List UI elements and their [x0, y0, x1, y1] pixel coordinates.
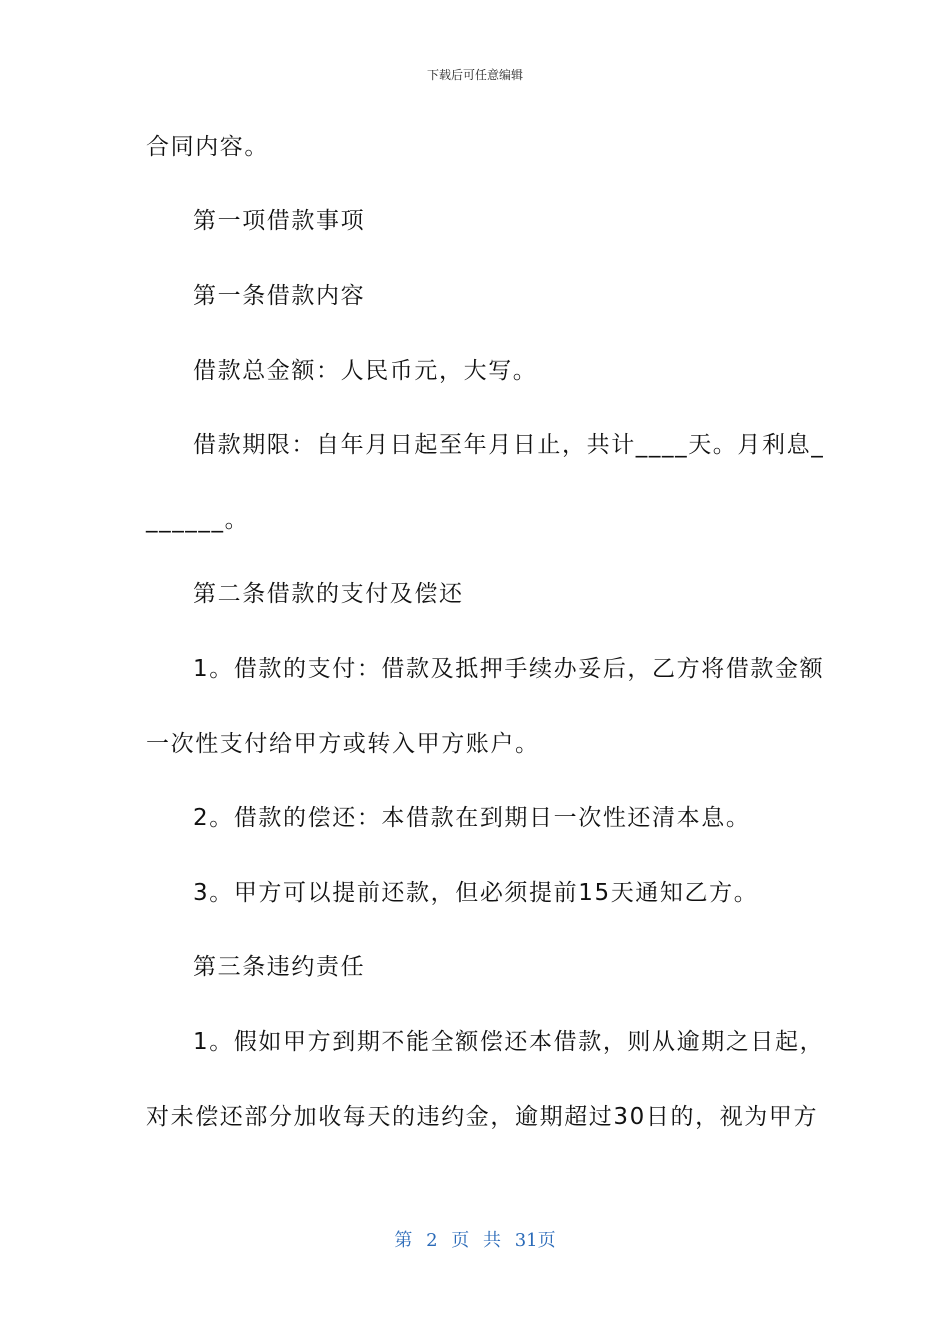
- body-line-7: 第二条借款的支付及偿还: [193, 581, 464, 607]
- body-line-1: 合同内容。: [146, 134, 269, 160]
- body-line-8: 1。借款的支付：借款及抵押手续办妥后，乙方将借款金额: [193, 656, 825, 682]
- body-line-5: 借款期限：自年月日起至年月日止，共计____天。月利息_: [193, 432, 825, 458]
- body-line-10: 2。借款的偿还：本借款在到期日一次性还清本息。: [193, 805, 751, 831]
- body-line-11: 3。甲方可以提前还款，但必须提前15天通知乙方。: [193, 880, 759, 906]
- page-number-footer: 第 2 页 共 31页: [394, 1230, 556, 1251]
- body-line-6: ______。: [146, 507, 250, 533]
- body-line-14: 对未偿还部分加收每天的违约金，逾期超过30日的，视为甲方: [146, 1104, 819, 1130]
- body-line-9: 一次性支付给甲方或转入甲方账户。: [146, 731, 540, 757]
- page-header-note: 下载后可任意编辑: [426, 68, 523, 82]
- body-line-12: 第三条违约责任: [193, 954, 366, 980]
- body-line-2: 第一项借款事项: [193, 208, 366, 234]
- body-line-3: 第一条借款内容: [193, 283, 366, 309]
- body-line-13: 1。假如甲方到期不能全额偿还本借款，则从逾期之日起，: [193, 1029, 825, 1055]
- body-line-4: 借款总金额：人民币元，大写。: [193, 358, 538, 384]
